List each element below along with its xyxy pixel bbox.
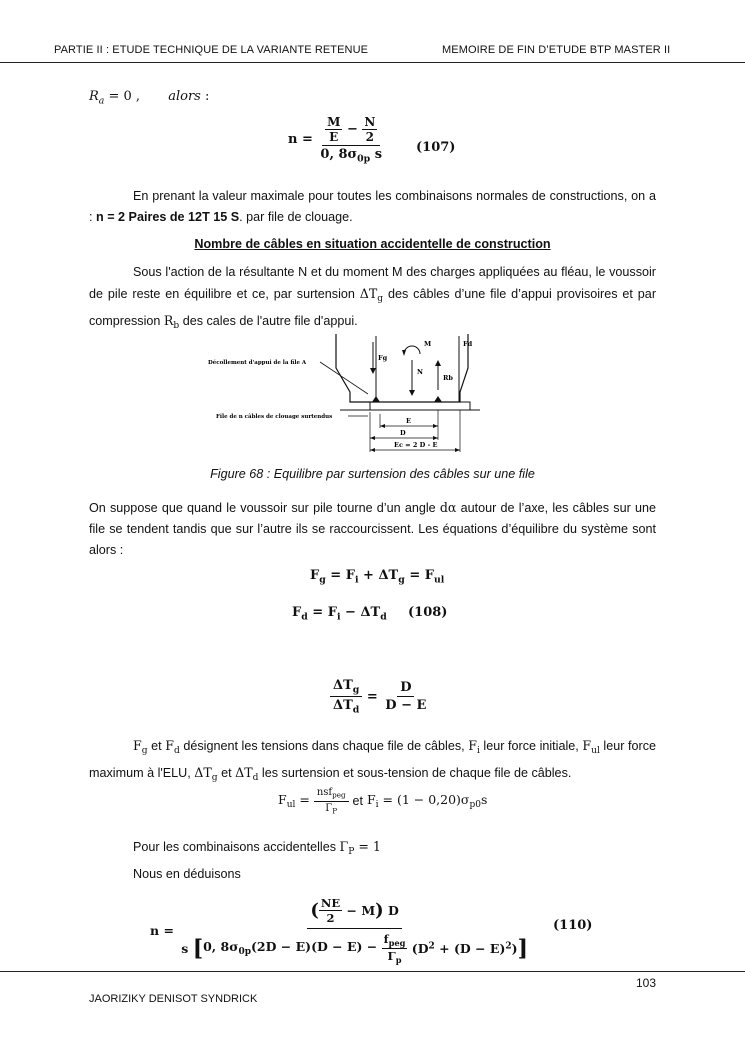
force-rb-arrowhead [435,360,441,366]
paragraph-rotation: On suppose que quand le voussoir sur pile tourne d’un angle dα autour de l’axe, les câbles sur une file se tendent tandis que sur l’autre ils se raccourcissent. Les équations d’équilibre du système sont alors : [89,500,656,557]
equation-ratio: $\frac{\Delta T_g}{\Delta T_d}$ = $\frac{D}{D - E}$ [330,678,429,716]
label-d: D [400,429,406,437]
figure-caption: Figure 68 : Equilibre par surtension des câbles sur une file [210,467,535,481]
equation-107-label: (107) [416,140,456,155]
equation-107: n = $\frac{M}{E}$ − $\frac{N}{2}$ 0, $8\sigma_{0p}$ s [288,115,383,165]
moment-arrowhead [402,350,406,356]
header-left: PARTIE II : ETUDE TECHNIQUE DE LA VARIANTE RETENUE [54,44,369,56]
footer-author: JAORIZIKY DENISOT SYNDRICK [89,993,258,1005]
force-n-arrowhead [409,390,415,396]
force-fg-arrowhead [370,368,376,374]
label-ec: Ec = 2 D - E [394,441,438,449]
label-n: N [417,368,423,376]
label-m: M [424,340,432,348]
paragraph-normal-combinations: En prenant la valeur maximale pour toutes les combinaisons normales de constructions, on a : n = 2 Paires de 12T 15 S. par file de clouage. [89,189,656,224]
label-fd: Fd [463,340,473,348]
label-rb: Rb [443,374,453,382]
label-decollement: Décollement d'appui de la file A [208,360,307,366]
paragraph-definitions: $F_g$ et $F_d$ désignent les tensions dans chaque file de câbles, $F_i$ leur force initiale, $F_{ul}$ leur force maximum à l'ELU, $\Delta T_g$ et $\Delta T_d$ les surtension et sous-tension de chaque file de câbles. [89,738,657,784]
equation-fd: $F_d = F_i - \Delta T_d$ [292,605,387,623]
label-file: File de n câbles de clouage surtendus [216,414,333,420]
equation-108-label: (108) [408,605,448,620]
figure-cable-equilibrium [200,330,490,458]
section-heading: Nombre de câbles en situation accidentelle de construction [194,237,551,251]
support-left [372,396,380,402]
paragraph-deduction: Nous en déduisons [133,867,241,881]
page-number: 103 [635,976,656,990]
paragraph-accidental-combinations: Pour les combinaisons accidentelles $\Gamma_P = 1$ [133,839,381,858]
paragraph-action-resultante: Sous l'action de la résultante N et du moment M des charges appliquées au fléau, le voussoir de pile reste en équilibre et ce, par surtension $\Delta T_g$ des câbles d’une file d’appui provisoires et par compression $R_b$ des cales de l'autre file d'appui. [89,265,657,332]
support-plate [370,402,470,410]
footer-rule [0,971,745,972]
equation-110: n = ( $\frac{NE}{2}$ − M) D s [0, $8\sigma_{0p}(2D - E)(D - E)$ − $\frac{f_{peg}}{\Gamma_p}$ $(D^2 + (D - E)^2)$] [150,896,528,965]
leader-decollement [320,362,368,394]
header-right: MEMOIRE DE FIN D’ETUDE BTP MASTER II [442,44,671,56]
label-fg: Fg [378,354,388,362]
intro-condition: $R_a = 0$ , alors : [89,89,210,107]
header-rule [0,62,745,63]
voussoir-outline [336,334,468,402]
support-right [434,396,442,402]
equation-110-label: (110) [553,918,593,933]
moment-arc [404,346,420,354]
equation-ful: $F_{ul}$ = $\frac{nsf_{peg}}{\Gamma_P}$ et $F_i = (1 - 0,20)\sigma_{p0}s$ [278,787,488,816]
equation-fg: $F_g = F_i + \Delta T_g = F_{ul}$ [310,568,445,586]
label-e: E [406,417,411,425]
